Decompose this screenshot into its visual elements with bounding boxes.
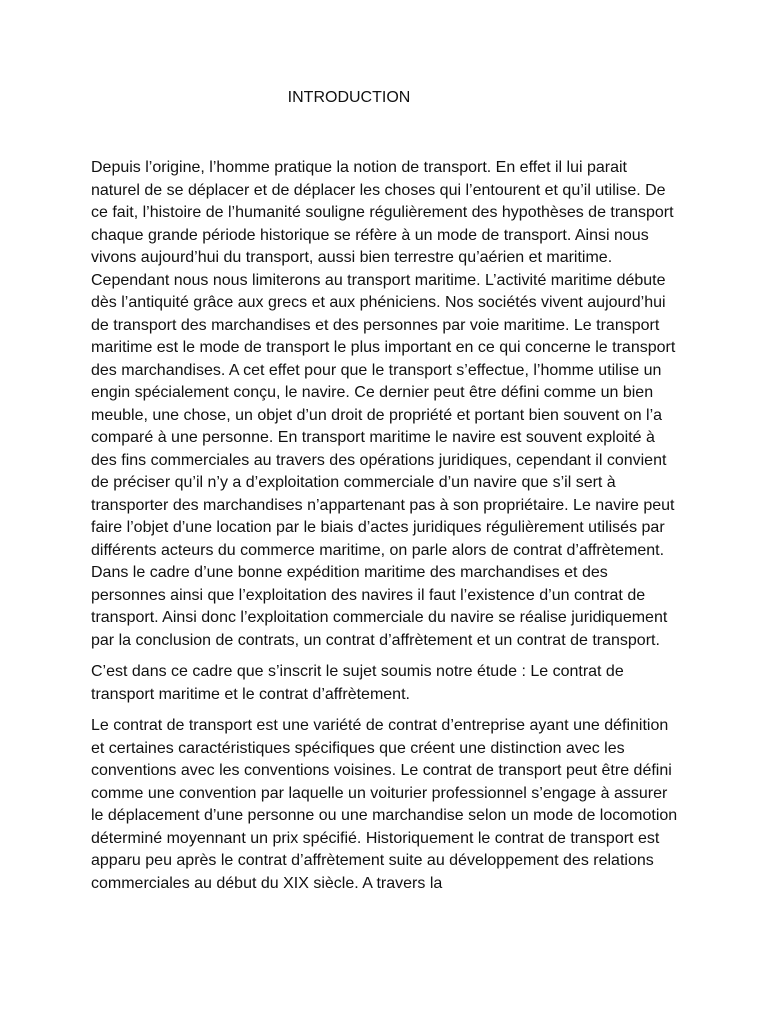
paragraph-2: C’est dans ce cadre que s’inscrit le sujet soumis notre étude : Le contrat de transport maritime et le contrat d’affrètement.: [91, 663, 624, 703]
document-body: [91, 157, 679, 904]
document-title: INTRODUCTION: [287, 89, 411, 106]
paragraph-1: Depuis l’origine, l’homme pratique la notion de transport. En effet il lui parait naturel de se déplacer et de déplacer les choses qui l’entourent et qu’il utilise. De ce fait, l’histoire de l’humanité souligne régulièrement des hypothèses de transport chaque grande période historique se réfère à un mode de transport. Ainsi nous vivons aujourd’hui du transport, aussi bien terrestre qu’aérien et maritime. Cependant nous nous limiterons au transport maritime. L’activité maritime débute dès l’antiquité grâce aux grecs et aux phéniciens. Nos sociétés vivent aujourd’hui de transport des marchandises et des personnes par voie maritime. Le transport maritime est le mode de transport le plus important en ce qui concerne le transport des marchandises. A cet effet pour que le transport s’effectue, l’homme utilise un engin spécialement conçu, le navire. Ce dernier peut être défini comme un bien meuble, une chose, un objet d’un droit de propriété et portant bien souvent on l’a comparé à une personne. En transport maritime le navire est souvent exploité à des fins commerciales au travers des opérations juridiques, cependant il convient de préciser qu’il n’y a d’exploitation commerciale d’un navire que s’il sert à transporter des marchandises n’appartenant pas à son propriétaire. Le navire peut faire l’objet d’une location par le biais d’actes juridiques régulièrement utilisés par différents acteurs du commerce maritime, on parle alors de contrat d’affrètement. Dans le cadre d’une bonne expédition maritime des marchandises et des personnes ainsi que l’exploitation des navires il faut l’existence d’un contrat de transport. Ainsi donc l’exploitation commerciale du navire se réalise juridiquement par la conclusion de contrats, un contrat d’affrètement et un contrat de transport.: [91, 159, 676, 649]
paragraph-3: Le contrat de transport est une variété de contrat d’entreprise ayant une définition et certaines caractéristiques spécifiques que créent une distinction avec les conventions avec les conventions voisines. Le contrat de transport peut être défini comme une convention par laquelle un voiturier professionnel s’engage à assurer le déplacement d’une personne ou une marchandise selon un mode de locomotion déterminé moyennant un prix spécifié. Historiquement le contrat de transport est apparu peu après le contrat d’affrètement suite au développement des relations commerciales au début du XIX siècle. A travers la: [91, 717, 678, 892]
